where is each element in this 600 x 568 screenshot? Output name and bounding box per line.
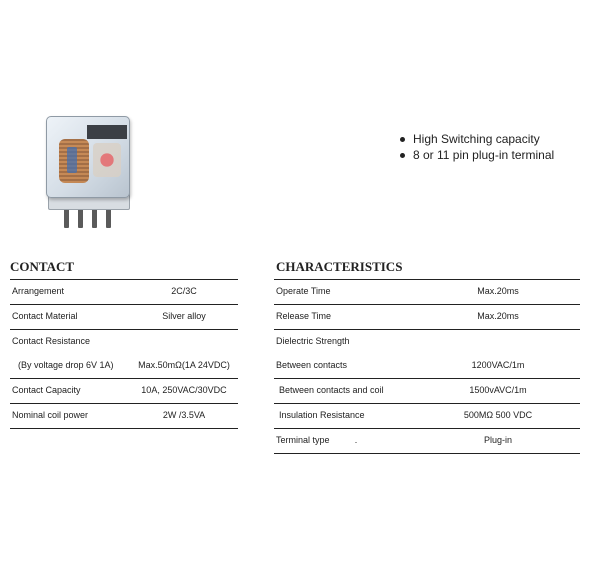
row-label: Between contacts and coil	[279, 385, 384, 395]
bullet-icon	[400, 153, 405, 158]
table-row	[274, 280, 580, 305]
relay-armature	[67, 147, 77, 173]
relay-product-image	[42, 112, 132, 232]
characteristics-section-title: CHARACTERISTICS	[276, 259, 403, 274]
row-label: Insulation Resistance	[279, 410, 365, 420]
table-row	[10, 280, 238, 305]
row-value: Max.50mΩ(1A 24VDC)	[138, 360, 230, 370]
feature-list	[400, 131, 554, 163]
feature-item	[400, 147, 554, 163]
relay-label-plate	[87, 125, 127, 139]
row-label: Between contacts	[276, 360, 348, 370]
table-row	[274, 379, 580, 404]
table-row	[10, 379, 238, 404]
table-row	[10, 354, 238, 379]
row-label: (By voltage drop 6V 1A)	[18, 360, 114, 370]
row-value: 10A, 250VAC/30VDC	[141, 385, 227, 395]
table-row	[274, 404, 580, 429]
row-value: 2C/3C	[171, 286, 197, 296]
feature-item	[400, 131, 554, 147]
relay-transparent-case	[46, 116, 130, 198]
row-label: Contact Resistance	[12, 336, 91, 346]
row-value: Silver alloy	[162, 311, 206, 321]
table-row	[274, 330, 580, 354]
row-value: 1500vAVC/1m	[469, 385, 527, 395]
contact-section-title: CONTACT	[10, 259, 75, 274]
row-value: 1200VAC/1m	[471, 360, 525, 370]
row-value: Plug-in	[483, 435, 513, 445]
relay-contacts	[93, 143, 121, 177]
feature-text: 8 or 11 pin plug-in terminal	[413, 148, 555, 162]
row-value: 2W /3.5VA	[162, 410, 206, 420]
table-row	[274, 429, 580, 454]
characteristics-table	[274, 279, 580, 454]
row-label: Dielectric Strength	[276, 336, 350, 346]
table-row	[10, 404, 238, 429]
table-row	[10, 330, 238, 354]
row-label: Release Time	[276, 311, 332, 321]
contact-table	[10, 279, 238, 429]
table-row	[274, 354, 580, 379]
row-value: Max.20ms	[477, 311, 519, 321]
table-row	[10, 305, 238, 330]
row-mark: .	[354, 435, 358, 445]
row-label: Terminal type	[276, 435, 330, 445]
row-label: Arrangement	[12, 286, 65, 296]
row-label: Nominal coil power	[12, 410, 89, 420]
row-label: Operate Time	[276, 286, 331, 296]
row-value: 500MΩ 500 VDC	[463, 410, 533, 420]
feature-text: High Switching capacity	[413, 132, 540, 146]
row-value: Max.20ms	[477, 286, 519, 296]
row-label: Contact Capacity	[12, 385, 81, 395]
table-row	[274, 305, 580, 330]
bullet-icon	[400, 137, 405, 142]
row-label: Contact Material	[12, 311, 78, 321]
